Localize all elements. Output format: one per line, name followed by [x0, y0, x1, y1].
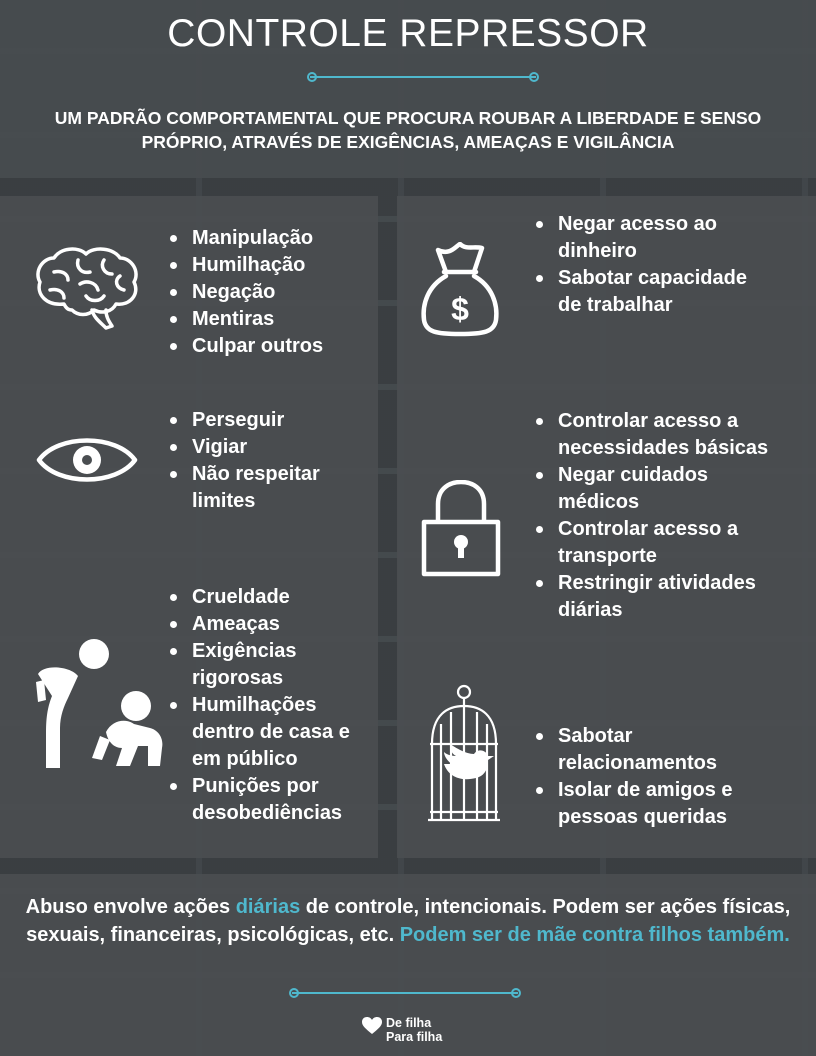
- eye-icon: [36, 430, 138, 490]
- list-item: Controlar acesso a necessidades básicas: [534, 408, 784, 462]
- subtitle-line-2: PRÓPRIO, ATRAVÉS DE EXIGÊNCIAS, AMEAÇAS E VIGILÂNCIA: [141, 132, 675, 152]
- list-item: Crueldade: [168, 584, 373, 611]
- left-list-1: [168, 225, 368, 360]
- distressed-people-icon: [30, 636, 170, 772]
- list-item: Sabotar capacidade de trabalhar: [534, 265, 774, 319]
- brain-icon: [34, 246, 140, 332]
- list-item: Sabotar relacionamentos: [534, 723, 784, 777]
- right-list-2: [534, 408, 784, 624]
- list-item: Perseguir: [168, 407, 358, 434]
- list-item: Restringir atividades diárias: [534, 570, 784, 624]
- footer-text-part-2: de controle, intencionais. Podem ser ações físicas, sexuais, financeiras, psicológicas, etc.: [26, 896, 791, 946]
- list-item: Controlar acesso a transporte: [534, 516, 784, 570]
- subtitle-line-1: UM PADRÃO COMPORTAMENTAL QUE PROCURA ROUBAR A LIBERDADE E SENSO: [54, 108, 762, 128]
- brand-line-2: Para filha: [386, 1030, 443, 1044]
- left-list-2: [168, 407, 358, 515]
- list-item: Mentiras: [168, 306, 368, 333]
- list-item: Humilhação: [168, 252, 368, 279]
- heart-icon: [362, 1017, 382, 1035]
- list-item: Negar cuidados médicos: [534, 462, 784, 516]
- footer-text-part-1: Abuso envolve ações: [25, 896, 236, 918]
- right-list-1: [534, 211, 774, 319]
- list-item: Não respeitar limites: [168, 461, 358, 515]
- footer-highlight-mothers: Podem ser de mãe contra filhos também.: [399, 924, 790, 946]
- list-item: Humilhações dentro de casa e em público: [168, 692, 373, 773]
- footer-highlight-daily: diárias: [235, 896, 301, 918]
- header-banner: [0, 0, 816, 178]
- money-bag-icon: [420, 242, 500, 338]
- list-item: Negação: [168, 279, 368, 306]
- footer-divider: [292, 992, 518, 994]
- page-subtitle: [20, 106, 796, 154]
- left-list-3: [168, 584, 373, 827]
- list-item: Vigiar: [168, 434, 358, 461]
- title-divider: [310, 76, 536, 78]
- footer-text: [20, 893, 796, 949]
- right-list-3: [534, 723, 784, 831]
- bird-cage-icon: [426, 684, 502, 826]
- list-item: Culpar outros: [168, 333, 368, 360]
- list-item: Punições por desobediências: [168, 773, 373, 827]
- page-title: CONTROLE REPRESSOR: [167, 12, 649, 55]
- list-item: Ameaças: [168, 611, 373, 638]
- list-item: Isolar de amigos e pessoas queridas: [534, 777, 784, 831]
- list-item: Negar acesso ao dinheiro: [534, 211, 774, 265]
- brand-line-1: De filha: [386, 1016, 432, 1030]
- svg-text:$: $: [451, 291, 469, 327]
- list-item: Manipulação: [168, 225, 368, 252]
- list-item: Exigências rigorosas: [168, 638, 373, 692]
- padlock-icon: [420, 480, 502, 578]
